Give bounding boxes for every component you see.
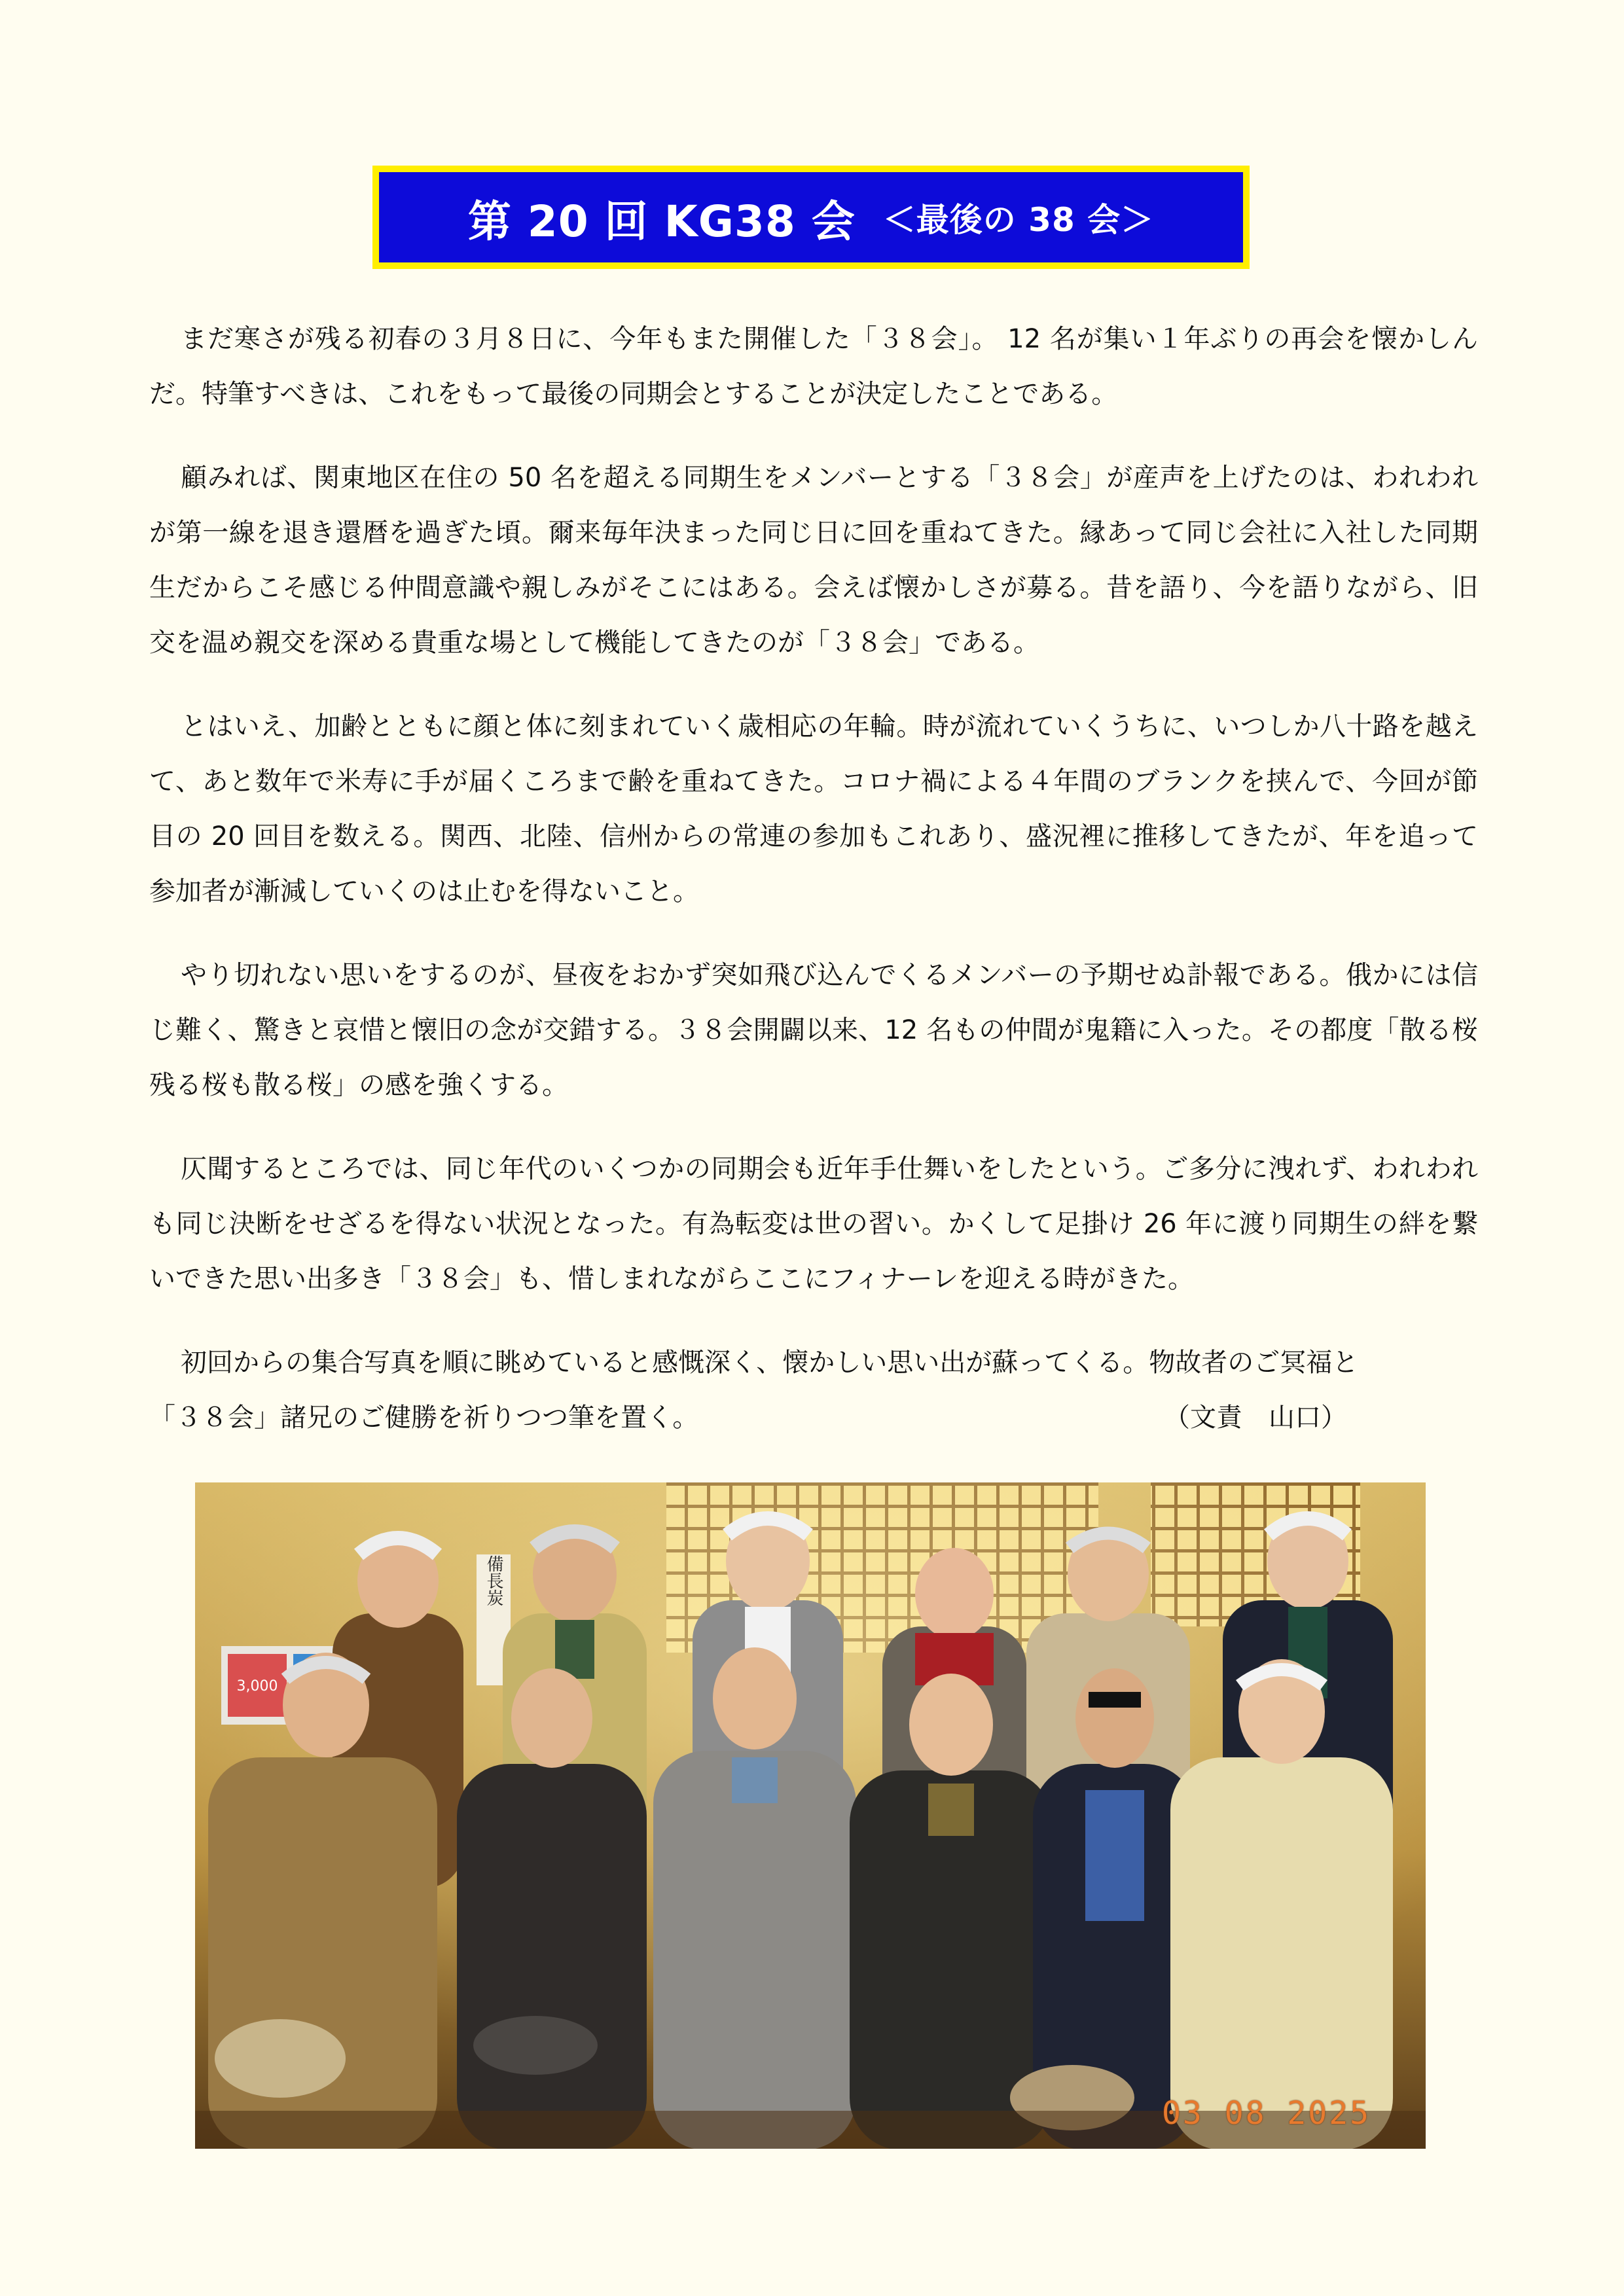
page-title: 第 20 回 KG38 会 bbox=[467, 196, 856, 247]
author-signature: （文責 山口） bbox=[1164, 1403, 1347, 1433]
shop-sign-text: 備長炭 bbox=[484, 1555, 503, 1606]
group-photo-illustration bbox=[195, 1482, 1426, 2149]
paragraph-4: やり切れない思いをするのが、昼夜をおかず突如飛び込んでくるメンバーの予期せぬ訃報である。俄かには信じ難く、驚きと哀惜と懐旧の念が交錯する。３８会開闢以来、12 名もの仲間が鬼籍に入った。その都度「散る桜残る桜も散る桜」の感を強くする。 bbox=[149, 960, 1478, 1100]
title-banner bbox=[372, 166, 1250, 269]
page-subtitle: ＜最後の 38 会＞ bbox=[882, 201, 1155, 239]
article-body bbox=[149, 312, 1478, 1445]
poster-price-text: 3,000 bbox=[236, 1678, 278, 1695]
closing-text: 「３８会」諸兄のご健勝を祈りつつ筆を置く。 bbox=[149, 1403, 699, 1433]
paragraph-1: まだ寒さが残る初春の３月８日に、今年もまた開催した「３８会」。 12 名が集い１年ぶりの再会を懐かしんだ。特筆すべきは、これをもって最後の同期会とすることが決定したことである。 bbox=[149, 324, 1478, 409]
paragraph-3: とはいえ、加齢とともに顔と体に刻まれていく歳相応の年輪。時が流れていくうちに、いつしか八十路を越えて、あと数年で米寿に手が届くころまで齢を重ねてきた。コロナ禍による４年間のブランクを挟んで、今回が節目の 20 回目を数える。関西、北陸、信州からの常連の参加もこれあり、盛況裡に推移してきたが、年を追って参加者が漸減していくのは止むを得ないこと。 bbox=[149, 711, 1478, 906]
closing-line bbox=[149, 1390, 1478, 1445]
photo-date-stamp: 03 08 2025 bbox=[1162, 2095, 1371, 2132]
paragraph-6: 初回からの集合写真を順に眺めていると感慨深く、懐かしい思い出が蘇ってくる。物故者のご冥福と bbox=[181, 1348, 1359, 1378]
paragraph-5: 仄聞するところでは、同じ年代のいくつかの同期会も近年手仕舞いをしたという。ご多分に洩れず、われわれも同じ決断をせざるを得ない状況となった。有為転変は世の習い。かくして足掛け 26 年に渡り同期生の絆を繋いできた思い出多き「３８会」も、惜しまれながらここにフィナーレを迎える時がきた。 bbox=[149, 1154, 1478, 1294]
paragraph-2: 顧みれば、関東地区在住の 50 名を超える同期生をメンバーとする「３８会」が産声を上げたのは、われわれが第一線を退き還暦を過ぎた頃。爾来毎年決まった同じ日に回を重ねてきた。縁あって同じ会社に入社した同期生だからこそ感じる仲間意識や親しみがそこにはある。会えば懐かしさが募る。昔を語り、今を語りながら、旧交を温め親交を深める貴重な場として機能してきたのが「３８会」である。 bbox=[149, 463, 1478, 658]
group-photo bbox=[195, 1482, 1426, 2149]
